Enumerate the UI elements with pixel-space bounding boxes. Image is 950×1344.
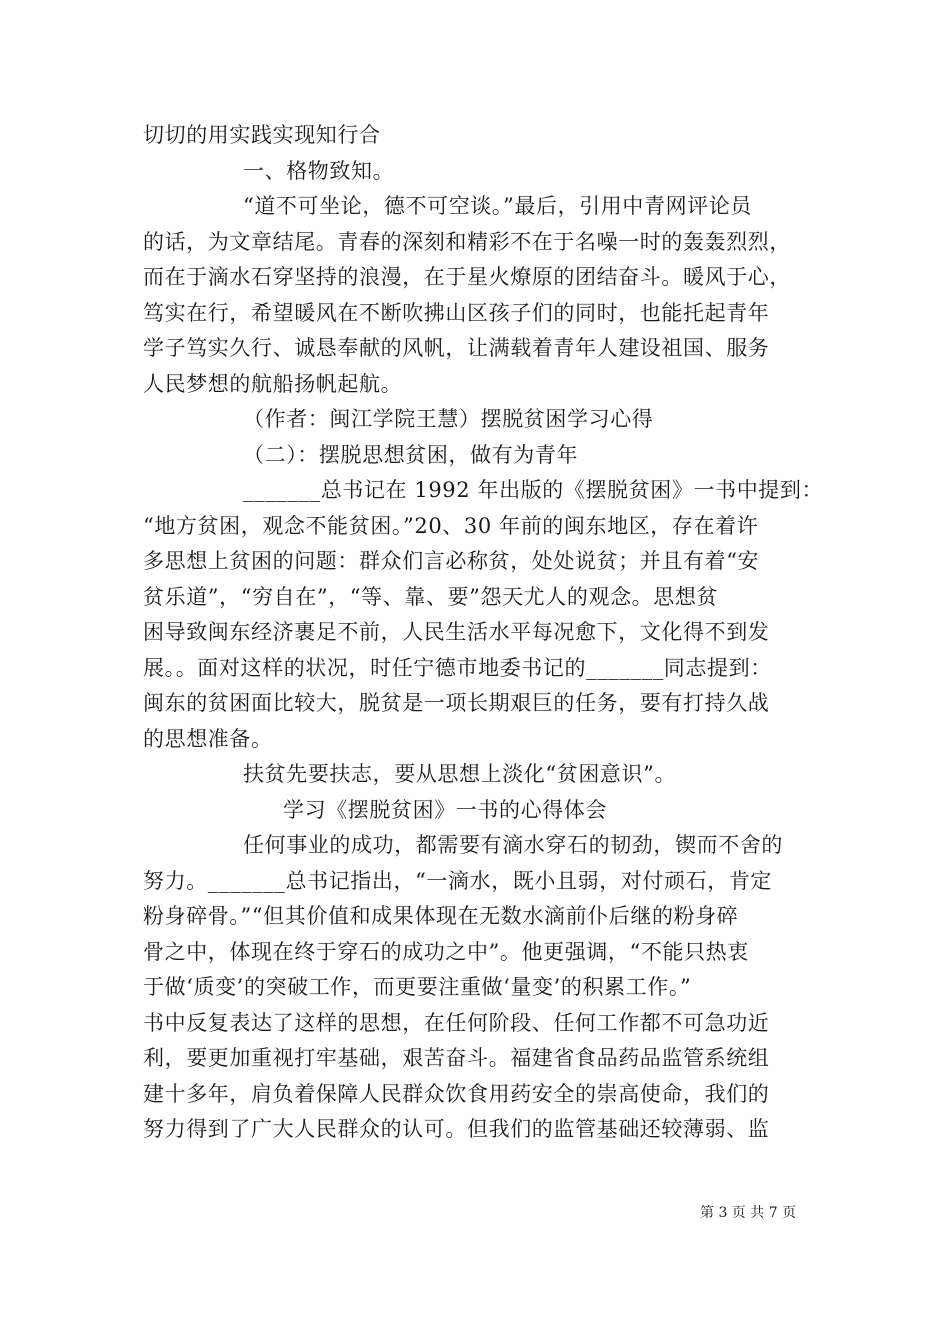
text-line: 的思想准备。 xyxy=(143,726,273,751)
text-line: 书中反复表达了这样的思想，在任何阶段、任何工作都不可急功近 xyxy=(143,1010,770,1035)
text-line: 于做‘质变’的突破工作，而更要注重做‘量变’的积累工作。” xyxy=(143,975,692,999)
text-line: 展。。面对这样的状况，时任宁德市地委书记的_______同志提到： xyxy=(143,655,772,680)
text-line: 闽东的贫困面比较大，脱贫是一项长期艰巨的任务，要有打持久战 xyxy=(143,691,770,715)
text-line: “道不可坐论，德不可空谈。”最后，引用中青网评论员 xyxy=(243,194,752,218)
text-line: 多思想上贫困的问题：群众们言必称贫，处处说贫；并且有着“安 xyxy=(143,549,760,573)
text-line: 贫乐道”，“穷自在”，“等、靠、要”怨天尤人的观念。思想贫 xyxy=(143,584,719,609)
text-line: “地方贫困，观念不能贫困。”20、30 年前的闽东地区，存在着许 xyxy=(143,513,759,538)
page-number: 第 3 页 共 7 页 xyxy=(700,1205,797,1221)
text-line: 建十多年，肩负着保障人民群众饮食用药安全的崇高使命，我们的 xyxy=(143,1081,770,1106)
text-line: 任何事业的成功，都需要有滴水穿石的韧劲，锲而不舍的 xyxy=(243,833,783,857)
document-body xyxy=(143,118,824,1148)
text-line: _______总书记在 1992 年出版的《摆脱贫困》一书中提到： xyxy=(243,478,824,502)
text-line: 扶贫先要扶志，要从思想上淡化“贫困意识”。 xyxy=(243,762,677,786)
text-line: 而在于滴水石穿坚持的浪漫，在于星火燎原的团结奋斗。暖风于心， xyxy=(143,265,791,289)
text-line: 切切的用实践实现知行合 xyxy=(143,123,381,147)
section-heading: 一、格物致知。 xyxy=(243,158,395,183)
text-line: 人民梦想的航船扬帆起航。 xyxy=(143,371,403,396)
text-line: 利，要更加重视打牢基础，艰苦奋斗。福建省食品药品监管系统组 xyxy=(143,1046,770,1070)
text-line: 粉身碎骨。”“但其价值和成果体现在无数水滴前仆后继的粉身碎 xyxy=(143,904,739,928)
text-line: 骨之中，体现在终于穿石的成功之中”。他更强调，“不能只热衷 xyxy=(143,939,749,964)
text-line: 困导致闽东经济裹足不前，人民生活水平每况愈下，文化得不到发 xyxy=(143,620,770,644)
text-line: 学子笃实久行、诚恳奉献的风帆，让满载着青年人建设祖国、服务 xyxy=(143,336,770,360)
text-line: 努力。_______总书记指出，“一滴水，既小且弱，对付顽石，肯定 xyxy=(143,868,773,893)
text-line: 笃实在行，希望暖风在不断吹拂山区孩子们的同时，也能托起青年 xyxy=(143,300,770,325)
section-heading: （二）：摆脱思想贫困，做有为青年 xyxy=(243,442,579,467)
text-line: 的话，为文章结尾。青春的深刻和精彩不在于名噪一时的轰轰烈烈， xyxy=(143,229,791,254)
author-line: （作者：闽江学院王慧）摆脱贫困学习心得 xyxy=(243,407,654,431)
section-title: 学习《摆脱贫困》一书的心得体会 xyxy=(283,797,607,822)
text-line: 努力得到了广大人民群众的认可。但我们的监管基础还较薄弱、监 xyxy=(143,1117,770,1141)
